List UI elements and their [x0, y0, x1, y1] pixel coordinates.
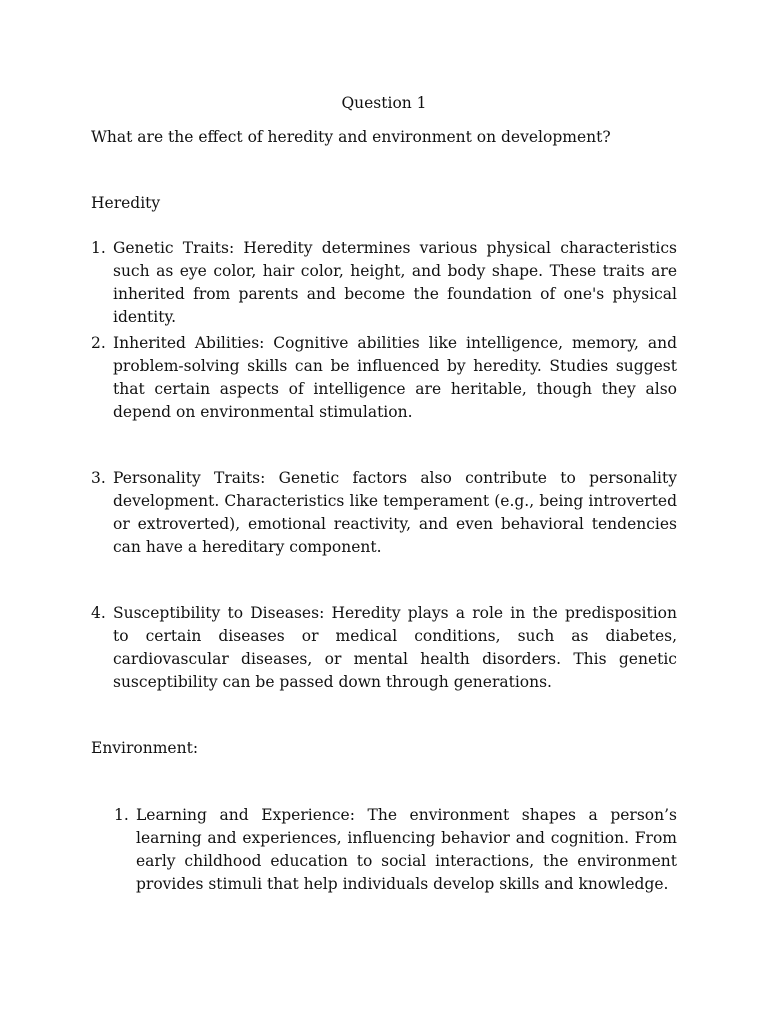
list-item-number: 1. [114, 806, 129, 824]
heredity-list-item [91, 332, 677, 424]
list-item-text: Genetic Traits: Heredity determines various physical characteristics such as eye color, hair color, height, and body shape. These traits are inherited from parents and become the foundation of one's physical identity. [113, 239, 677, 326]
list-item-number: 1. [91, 239, 106, 257]
environment-list-item [114, 804, 677, 896]
heredity-heading: Heredity [91, 194, 161, 212]
list-item-number: 3. [91, 469, 106, 487]
list-item-text: Personality Traits: Genetic factors also contribute to personality development. Characteristics like temperament (e.g., being introverted or extroverted), emotional reactivity, and even behavioral tendencies can have a hereditary component. [113, 469, 677, 556]
heredity-list-item [91, 602, 677, 694]
list-item-text: Learning and Experience: The environment shapes a person’s learning and experiences, influencing behavior and cognition. From early childhood education to social interactions, the environment provides stimuli that help individuals develop skills and knowledge. [136, 806, 677, 893]
question-text: What are the effect of heredity and environment on development? [91, 128, 611, 146]
environment-heading: Environment: [91, 739, 199, 757]
list-item-number: 2. [91, 334, 106, 352]
list-item-text: Susceptibility to Diseases: Heredity plays a role in the predisposition to certain diseases or medical conditions, such as diabetes, cardiovascular diseases, or mental health disorders. This genetic susceptibility can be passed down through generations. [113, 604, 677, 691]
document-title: Question 1 [341, 94, 427, 112]
list-item-text: Inherited Abilities: Cognitive abilities like intelligence, memory, and problem-solving skills can be influenced by heredity. Studies suggest that certain aspects of intelligence are heritable, though they also depend on environmental stimulation. [113, 334, 677, 421]
heredity-list-item [91, 237, 677, 329]
list-item-number: 4. [91, 604, 106, 622]
heredity-list-item [91, 467, 677, 559]
